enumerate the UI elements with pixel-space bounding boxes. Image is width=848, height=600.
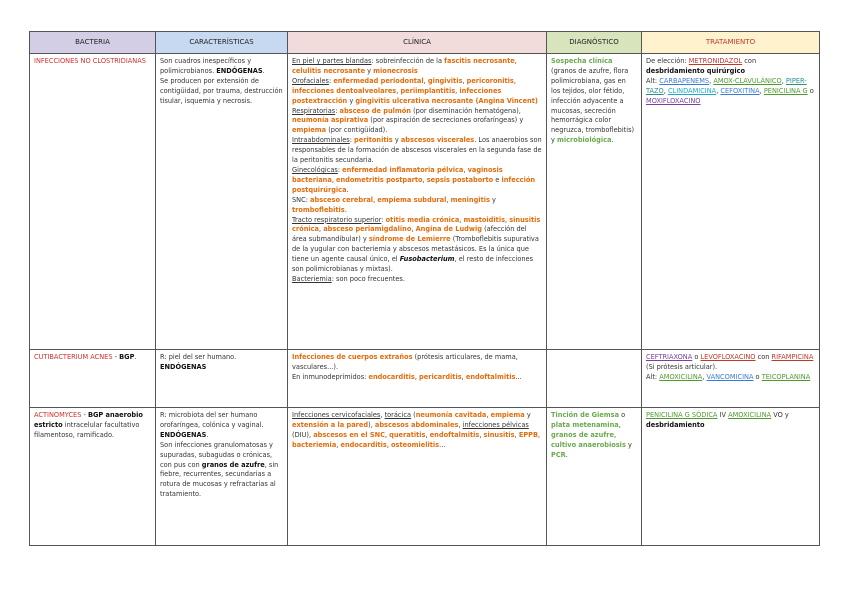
cell-text: LEVOFLOXACINO	[700, 353, 756, 361]
cell-text: desbridamiento quirúrgico	[646, 66, 746, 75]
cell-text: infecciones pélvicas	[462, 420, 529, 429]
cell-text: .	[611, 136, 614, 145]
cell-diagnostico	[547, 408, 642, 546]
cell-text: .	[346, 185, 349, 194]
cell-text: ,	[425, 430, 430, 439]
cell-text: absceso cerebral	[310, 195, 374, 204]
cell-text: ACTINOMYCES	[34, 411, 82, 419]
cell-text: Sospecha clínica	[551, 57, 613, 65]
cell-text: ,	[479, 430, 484, 439]
cell-text: o	[692, 353, 701, 361]
cell-text: gingivitis ulcerativa necrosante (Angina Vincent)	[355, 96, 538, 105]
cell-text: Respiratorias	[292, 106, 336, 115]
cell-caracteristicas	[156, 350, 288, 408]
cell-text: (por contigüidad).	[326, 126, 388, 135]
cell-text: endocarditis	[340, 440, 387, 449]
cell-text: ,	[422, 175, 427, 184]
cell-text: CUTIBACTERIUM ACNES	[34, 353, 113, 361]
cell-text: ,	[709, 76, 714, 85]
table-row	[30, 408, 820, 546]
cell-text: (prótesis articulares, de mama, vasculares...).	[292, 353, 518, 371]
cell-text: empiema	[292, 126, 327, 135]
cell-text: .	[134, 353, 137, 361]
cell-text: Alt:	[646, 372, 660, 381]
cell-text: torácica	[384, 411, 412, 419]
cell-text: (	[411, 411, 416, 419]
cell-text: mastoiditis	[463, 215, 506, 224]
header-row	[30, 32, 820, 54]
cell-text: Infecciones de cuerpos extraños	[292, 353, 413, 361]
cell-text: (DIU),	[292, 430, 314, 439]
cell-text: BGP anaerobio estricto	[34, 411, 143, 429]
cell-text: enfermedad inflamatoria pélvica	[342, 165, 464, 174]
cell-text: VANCOMICINA	[706, 372, 754, 381]
cell-text: con	[742, 57, 757, 65]
cell-text: PENICILINA G	[763, 86, 808, 95]
cell-text: ,	[458, 420, 463, 429]
cell-text: infección postquirúrgica	[292, 175, 536, 194]
cell-caracteristicas	[156, 54, 288, 350]
cell-clinica	[288, 350, 547, 408]
cell-text: microbiológica	[557, 136, 612, 145]
cell-text: endocarditis	[368, 372, 415, 381]
cell-clinica	[288, 408, 547, 546]
cell-text: En inmunodeprimidos:	[292, 372, 369, 381]
cell-text: AMOX-CLAVULÁNICO	[713, 76, 782, 85]
cell-text: ,	[373, 195, 378, 204]
cell-text: ,	[414, 372, 420, 381]
cell-tratamiento	[642, 350, 820, 408]
cell-text: ,	[411, 225, 416, 234]
cell-text: extensión a la pared	[292, 420, 369, 429]
cell-text: -	[81, 411, 88, 419]
cell-text: gingivitis	[427, 76, 463, 85]
cell-text: queratitis	[389, 430, 426, 439]
table-row	[30, 350, 820, 408]
cell-text: o	[807, 86, 814, 95]
cell-text: y	[392, 136, 401, 145]
cell-text: ,	[514, 430, 519, 439]
cell-text: mionecrosis	[373, 66, 418, 75]
cell-text: ,	[459, 215, 464, 224]
cell-text: absceso periamigdalino	[323, 225, 412, 234]
cell-text: ,	[618, 420, 621, 429]
cell-text: EPPB	[518, 430, 539, 439]
cell-text: , el resto de infecciones son polimicrobianas y mixtas).	[292, 255, 534, 274]
cell-text: PENICILINA G SÓDICA	[646, 411, 718, 419]
cell-text: . Los anaerobios son responsables de la formación de abscesos viscerales en la segunda fase de la peritonitis secundaria.	[292, 136, 542, 165]
cell-text: abscesos en el SNC	[313, 430, 385, 439]
cell-text: tromboflebitis	[292, 205, 345, 214]
cell-text: ,	[538, 430, 541, 439]
cell-text: MOXIFLOXACINO	[646, 96, 701, 105]
cell-text: Angina de Ludwig	[415, 225, 482, 234]
cell-text: ,	[702, 372, 707, 381]
cell-text: y	[625, 440, 632, 449]
cell-text: De elección:	[646, 57, 689, 65]
cell-text: ,	[463, 165, 468, 174]
cell-text: empiema	[490, 411, 525, 419]
cell-text: bacteriemia	[292, 440, 337, 449]
cell-text: intracelular facultativo filamentoso, ramificado.	[34, 420, 140, 439]
cell-text: con	[755, 353, 772, 361]
header-tratamiento: TRATAMIENTO	[642, 32, 820, 54]
cell-text: y	[524, 411, 531, 419]
cell-text: ...	[439, 440, 446, 449]
cell-tratamiento	[642, 54, 820, 350]
cell-caracteristicas	[156, 408, 288, 546]
cell-text: plata metenamina	[551, 420, 619, 429]
cell-text: R: microbiota del ser humano orofaríngea, colónica y vaginal.	[160, 411, 264, 429]
cell-text: peritonitis	[354, 136, 393, 145]
cell-text: ENDÓGENAS	[160, 430, 207, 439]
cell-text: y	[347, 96, 356, 105]
cell-text: ,	[455, 86, 460, 95]
header-clinica: CLÍNICA	[288, 32, 547, 54]
cell-text: CEFTRIAXONA	[646, 353, 693, 361]
cell-diagnostico	[547, 54, 642, 350]
cell-text: neumonía cavitada	[415, 411, 487, 419]
cell-text: .	[262, 66, 265, 75]
cell-tratamiento	[642, 408, 820, 546]
cell-text: sinusitis	[483, 430, 515, 439]
cell-text: INFECCIONES NO CLOSTRIDIANAS	[34, 57, 146, 65]
cell-text: ,	[331, 175, 337, 184]
cell-text: enfermedad periodontal	[333, 76, 424, 85]
cell-text: (granos de azufre, flora polimicrobiana, gas en los tejidos, olor fétido, infección adyacente a mucosas, secreción hemorrágica color negruzca, tromboflebitis) y	[551, 66, 635, 145]
cell-text: osteomielitis	[391, 440, 440, 449]
cell-text: ,	[781, 76, 786, 85]
cell-text: ,	[663, 86, 668, 95]
header-bacteria: BACTERIA	[30, 32, 156, 54]
cell-text: Intraabdominales	[292, 136, 350, 145]
cell-text: Orofaciales	[292, 76, 329, 85]
cell-text: (por diseminación hematógena),	[411, 106, 521, 115]
cell-text: ENDÓGENAS	[160, 362, 207, 371]
cell-text: Tracto respiratorio superior	[292, 215, 382, 224]
cell-text: SNC:	[292, 195, 311, 204]
cell-text: Se producen por extensión de contigüidad, por trauma, destrucción tisular, isquemia y necrosis.	[160, 76, 283, 105]
bacteria-summary-table	[29, 31, 820, 546]
cell-text: : son poco frecuentes.	[331, 274, 405, 283]
cell-text: ,	[396, 86, 401, 95]
cell-text: BGP	[119, 353, 135, 361]
cell-text: , sin fiebre, recurrentes, secundarias a rotura de mucosas y refractarias al tratamiento.	[160, 460, 279, 499]
cell-text: Fusobacterium	[399, 255, 455, 264]
header-diagnostico: DIAGNÓSTICO	[547, 32, 642, 54]
cell-text: neumonía aspirativa	[292, 116, 369, 125]
cell-text: :	[381, 215, 386, 224]
cell-text: empiema subdural	[377, 195, 447, 204]
cell-text: ,	[613, 430, 617, 439]
cell-text: fascitis necrosante	[444, 57, 515, 65]
cell-text: ,	[384, 430, 390, 439]
cell-text: : sobreinfección de la	[371, 57, 445, 65]
cell-text: ,	[505, 215, 510, 224]
cell-text: ,	[423, 76, 428, 85]
cell-text: (Si prótesis articular).	[646, 362, 718, 371]
cell-text: :	[328, 76, 334, 85]
cell-text: celulitis necrosante	[292, 66, 366, 75]
cell-text: PIPER-TAZO	[646, 76, 807, 95]
cell-text: cultivo anaerobiosis	[551, 440, 626, 449]
cell-text: METRONIDAZOL	[688, 57, 743, 65]
cell-text: abscesos abdominales	[374, 420, 459, 429]
cell-text: CEFOXITINA	[720, 86, 760, 95]
cell-text: R: piel del ser humano.	[160, 353, 237, 361]
cell-text: PCR	[551, 450, 566, 459]
cell-text: ,	[461, 372, 466, 381]
cell-text: ,	[462, 76, 467, 85]
cell-text: (Tromboflebitis supurativa de la yugular con bacteriemia y abscesos metastásicos. Es la única que tiene un agente causal único, el	[292, 235, 539, 264]
cell-text: :	[349, 136, 355, 145]
cell-text: sepsis postaborto	[426, 175, 494, 184]
cell-text: pericarditis	[419, 372, 462, 381]
cell-text: Son cuadros inespecíficos y polimicrobianos.	[160, 57, 252, 75]
cell-text: sinusitis crónica	[292, 215, 541, 234]
cell-text: otitis media crónica	[385, 215, 460, 224]
cell-text: RIFAMPICINA	[771, 353, 814, 361]
cell-text: ,	[514, 57, 517, 65]
cell-text: infecciones dentoalveolares	[292, 86, 397, 95]
cell-text: endoftalmitis	[465, 372, 516, 381]
cell-text: CLINDAMICINA	[667, 86, 717, 95]
cell-text: ,	[759, 86, 764, 95]
cell-text: .	[344, 205, 347, 214]
cell-bacteria	[30, 408, 156, 546]
cell-text: y	[365, 66, 374, 75]
cell-text: ,	[513, 76, 516, 85]
cell-text: Alt:	[646, 76, 660, 85]
cell-text: abscesos viscerales	[400, 136, 475, 145]
cell-diagnostico	[547, 350, 642, 408]
cell-text: ,	[486, 411, 491, 419]
cell-text: Ginecológicas	[292, 165, 338, 174]
cell-text: VO y	[771, 411, 789, 419]
cell-bacteria	[30, 350, 156, 408]
cell-text: endoftalmitis	[429, 430, 480, 439]
cell-text: o	[753, 372, 762, 381]
cell-text: ,	[336, 440, 341, 449]
cell-text: :	[335, 106, 340, 115]
cell-text: granos de azufre	[201, 460, 265, 469]
cell-text: desbridamiento	[646, 420, 705, 429]
cell-text: En piel y partes blandas	[292, 57, 372, 65]
cell-text: .	[565, 450, 568, 459]
cell-text: .	[206, 430, 209, 439]
cell-text: absceso de pulmón	[339, 106, 411, 115]
cell-bacteria	[30, 54, 156, 350]
cell-text: AMOXICILINA	[728, 411, 772, 419]
cell-text: vaginosis bacteriana	[292, 165, 503, 184]
cell-text: y	[489, 195, 496, 204]
cell-text: e	[493, 175, 502, 184]
cell-text: síndrome de Lemierre	[368, 235, 451, 244]
table-body	[30, 54, 820, 546]
cell-text: CARBAPENEMS	[659, 76, 710, 85]
cell-text: ...	[515, 372, 522, 381]
cell-text: ,	[380, 411, 385, 419]
cell-text: (por aspiración de secreciones orofaríngeas) y	[368, 116, 524, 125]
cell-text: endometritis postparto	[336, 175, 423, 184]
cell-text: IV	[717, 411, 729, 419]
cell-text: ,	[446, 195, 451, 204]
cell-clinica	[288, 54, 547, 350]
cell-text: Son infecciones granulomatosas y supuradas, subagudas o crónicas, con pus con	[160, 440, 273, 469]
cell-text: -	[112, 353, 120, 361]
cell-text: (afección del área submandibular) y	[292, 225, 527, 244]
cell-text: Infecciones cervicofaciales	[292, 411, 381, 419]
cell-text: ,	[716, 86, 721, 95]
table-row	[30, 54, 820, 350]
header-caracteristicas: CARACTERÍSTICAS	[156, 32, 288, 54]
cell-text: TEICOPLANINA	[761, 372, 811, 381]
cell-text: Bacteriemia	[292, 274, 332, 283]
cell-text: Tinción de Giemsa	[551, 411, 620, 419]
cell-text: pericoronitis	[466, 76, 514, 85]
cell-text: o	[619, 411, 626, 419]
cell-text: granos de azufre	[551, 430, 614, 439]
cell-text: periimplantitis	[400, 86, 456, 95]
cell-text: ),	[368, 420, 375, 429]
cell-text: :	[337, 165, 343, 174]
cell-text: ,	[319, 225, 324, 234]
cell-text: ,	[386, 440, 392, 449]
cell-text: AMOXICILINA	[659, 372, 703, 381]
cell-text: meningitis	[450, 195, 490, 204]
cell-text: ENDÓGENAS	[216, 66, 263, 75]
cell-text: infecciones postextracción	[292, 86, 502, 105]
